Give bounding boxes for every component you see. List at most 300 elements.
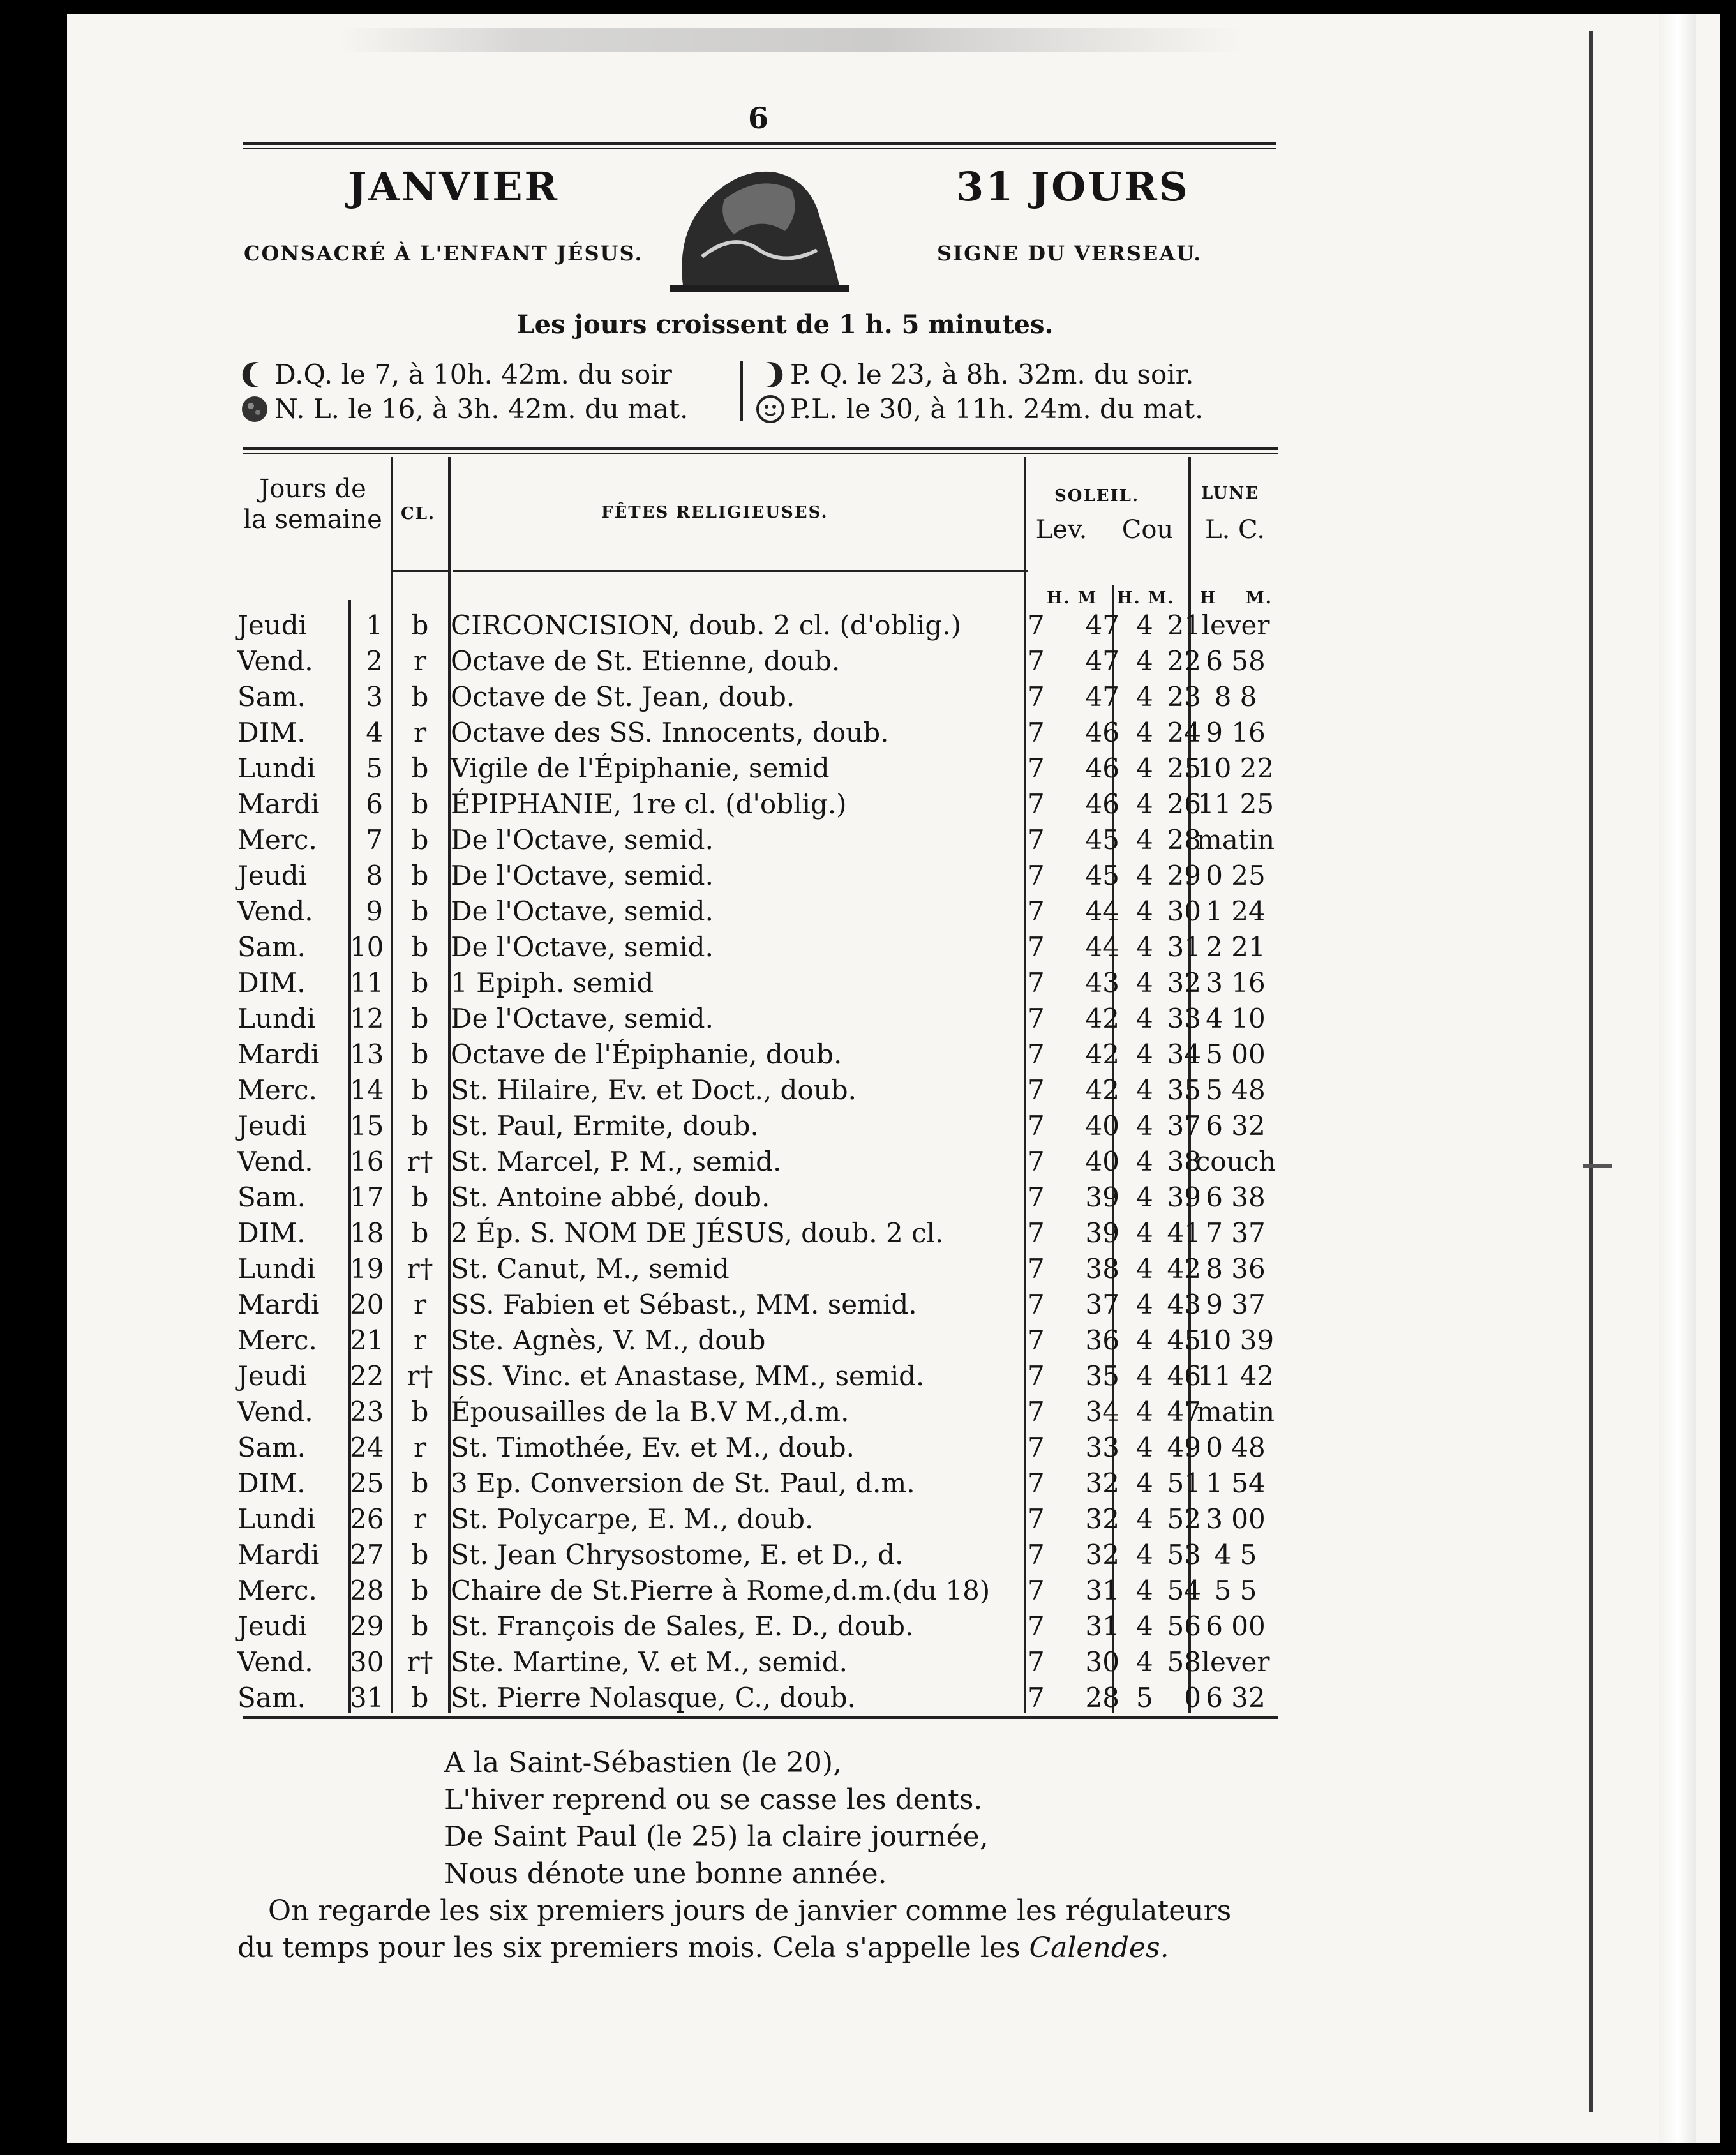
sunset-hour: 4 (1136, 1396, 1153, 1427)
sunset-hour: 4 (1136, 717, 1153, 748)
day-number: 30 (350, 1646, 384, 1678)
weekday: Lundi (237, 1503, 316, 1535)
sunset-minute: 54 (1167, 1575, 1201, 1606)
day-number: 26 (350, 1503, 384, 1535)
day-number: 9 (366, 896, 383, 927)
sunrise-minute: 46 (1085, 717, 1119, 748)
liturgical-color: b (411, 1575, 429, 1606)
moon-time: 3 16 (1206, 967, 1266, 998)
day-number: 10 (350, 931, 384, 963)
calendar-row (0, 1609, 1736, 1644)
weekday: Sam. (237, 1182, 306, 1213)
phase-full-moon (756, 393, 1203, 424)
sunset-hour: 4 (1136, 967, 1153, 998)
calendar-row (0, 1072, 1736, 1108)
full-moon-icon (756, 394, 785, 424)
month-title: JANVIER (348, 163, 559, 210)
aquarius-vignette-icon (664, 154, 855, 295)
day-number: 3 (366, 681, 383, 712)
header-fetes: FÊTES RELIGIEUSES. (601, 503, 828, 522)
feast-name: St. Antoine abbé, doub. (451, 1182, 770, 1213)
feast-name: St. Polycarpe, E. M., doub. (451, 1503, 814, 1535)
day-number: 29 (350, 1611, 384, 1642)
table-top-rule-thin (243, 453, 1278, 454)
feast-name: St. Timothée, Ev. et M., doub. (451, 1432, 855, 1463)
sunset-hour: 4 (1136, 1217, 1153, 1249)
moon-time: 4 5 (1214, 1539, 1257, 1570)
moon-time: 7 37 (1206, 1217, 1266, 1249)
weekday: Vend. (237, 645, 313, 677)
sunrise-hour: 7 (1028, 1503, 1045, 1535)
sunset-hour: 4 (1136, 1074, 1153, 1106)
sunrise-minute: 47 (1085, 681, 1119, 712)
feast-name: 2 Ép. S. NOM DE JÉSUS, doub. 2 cl. (451, 1217, 944, 1249)
phase-full-moon-text: P.L. le 30, à 11h. 24m. du mat. (790, 393, 1204, 424)
sunrise-hour: 7 (1028, 1182, 1045, 1213)
liturgical-color: b (411, 610, 429, 641)
calendar-row (0, 608, 1736, 643)
top-rule-thin (243, 148, 1276, 149)
feast-name: SS. Fabien et Sébast., MM. semid. (451, 1289, 917, 1320)
last-quarter-moon-icon (240, 360, 269, 389)
feast-name: Octave de St. Etienne, doub. (451, 645, 841, 677)
feast-name: Octave des SS. Innocents, doub. (451, 717, 889, 748)
liturgical-color: r† (407, 1146, 433, 1177)
day-number: 16 (350, 1146, 384, 1177)
sunset-minute: 26 (1167, 788, 1201, 820)
feast-name: St. Marcel, P. M., semid. (451, 1146, 782, 1177)
feast-name: Octave de St. Jean, doub. (451, 681, 795, 712)
fetes-header-rule (453, 570, 1028, 572)
feast-name: SS. Vinc. et Anastase, MM., semid. (451, 1360, 925, 1392)
sunset-minute: 34 (1167, 1039, 1201, 1070)
liturgical-color: b (411, 1182, 429, 1213)
phase-last-quarter (240, 359, 672, 390)
calendar-row (0, 1144, 1736, 1180)
calendar-row (0, 1537, 1736, 1573)
zodiac-sign: SIGNE DU VERSEAU. (937, 241, 1202, 266)
day-number: 6 (366, 788, 383, 820)
sunset-hour: 4 (1136, 1611, 1153, 1642)
feast-name: De l'Octave, semid. (451, 931, 714, 963)
weekday: DIM. (237, 717, 306, 748)
sunset-hour: 4 (1136, 1146, 1153, 1177)
sunrise-hour: 7 (1028, 610, 1045, 641)
day-number: 21 (350, 1325, 384, 1356)
liturgical-color: b (411, 1468, 429, 1499)
sunset-hour: 4 (1136, 1003, 1153, 1034)
calendar-row (0, 1180, 1736, 1215)
moon-time: 6 00 (1206, 1611, 1266, 1642)
sunrise-hour: 7 (1028, 1039, 1045, 1070)
sunrise-minute: 46 (1085, 753, 1119, 784)
verse-line-2: L'hiver reprend ou se casse les dents. (444, 1783, 983, 1816)
sunset-minute: 39 (1167, 1182, 1201, 1213)
day-number: 24 (350, 1432, 384, 1463)
feast-name: De l'Octave, semid. (451, 824, 714, 855)
sunset-hour: 4 (1136, 681, 1153, 712)
liturgical-color: b (411, 1110, 429, 1141)
sunset-minute: 49 (1167, 1432, 1201, 1463)
sub-sunset-hm: H. M. (1117, 589, 1175, 608)
calendar-row (0, 1323, 1736, 1358)
calendar-row (0, 965, 1736, 1001)
day-number: 19 (350, 1253, 384, 1284)
day-number: 2 (366, 645, 383, 677)
sunrise-hour: 7 (1028, 1289, 1045, 1320)
liturgical-color: r† (407, 1646, 433, 1678)
feast-name: De l'Octave, semid. (451, 1003, 714, 1034)
sunset-minute: 35 (1167, 1074, 1201, 1106)
feast-name: Épousailles de la B.V M.,d.m. (451, 1396, 849, 1427)
sunrise-minute: 31 (1085, 1575, 1119, 1606)
moon-time: 5 48 (1206, 1074, 1266, 1106)
sunset-minute: 28 (1167, 824, 1201, 855)
moon-time: 1 54 (1206, 1468, 1266, 1499)
moon-time: 0 25 (1206, 860, 1266, 891)
sunset-minute: 52 (1167, 1503, 1201, 1535)
feast-name: Chaire de St.Pierre à Rome,d.m.(du 18) (451, 1575, 991, 1606)
day-number: 28 (350, 1575, 384, 1606)
moon-time: lever (1201, 610, 1270, 641)
day-number: 14 (350, 1074, 384, 1106)
sunrise-minute: 42 (1085, 1039, 1119, 1070)
sunrise-minute: 31 (1085, 1611, 1119, 1642)
weekday: Sam. (237, 681, 306, 712)
liturgical-color: b (411, 1396, 429, 1427)
sunrise-minute: 39 (1085, 1182, 1119, 1213)
feast-name: ÉPIPHANIE, 1re cl. (d'oblig.) (451, 788, 847, 820)
moon-time: matin (1196, 1396, 1275, 1427)
day-number: 31 (350, 1682, 384, 1713)
weekday: Jeudi (237, 860, 308, 891)
sunset-minute: 21 (1167, 610, 1201, 641)
dedication: CONSACRÉ À L'ENFANT JÉSUS. (244, 241, 643, 266)
feast-name: St. Pierre Nolasque, C., doub. (451, 1682, 856, 1713)
sunrise-minute: 44 (1085, 931, 1119, 963)
sunrise-minute: 47 (1085, 645, 1119, 677)
sunrise-hour: 7 (1028, 1325, 1045, 1356)
feast-name: Octave de l'Épiphanie, doub. (451, 1039, 842, 1070)
days-count: 31 JOURS (956, 163, 1190, 210)
header-lune: LUNE (1201, 484, 1260, 503)
liturgical-color: b (411, 824, 429, 855)
moon-time: 6 32 (1206, 1110, 1266, 1141)
sunrise-minute: 35 (1085, 1360, 1119, 1392)
liturgical-color: r (413, 1325, 427, 1356)
sunrise-minute: 34 (1085, 1396, 1119, 1427)
feast-name: St. Hilaire, Ev. et Doct., doub. (451, 1074, 857, 1106)
sunrise-hour: 7 (1028, 717, 1045, 748)
weekday: Mardi (237, 788, 320, 820)
feast-name: St. Canut, M., semid (451, 1253, 730, 1284)
header-class: CL. (401, 504, 436, 523)
day-number: 8 (366, 860, 383, 891)
moon-time: lever (1201, 1646, 1270, 1678)
day-number: 13 (350, 1039, 384, 1070)
liturgical-color: b (411, 1682, 429, 1713)
day-number: 7 (366, 824, 383, 855)
sunrise-hour: 7 (1028, 1611, 1045, 1642)
sunrise-hour: 7 (1028, 896, 1045, 927)
sunrise-hour: 7 (1028, 788, 1045, 820)
sunrise-hour: 7 (1028, 1539, 1045, 1570)
sunset-hour: 4 (1136, 1325, 1153, 1356)
sunset-hour: 4 (1136, 1539, 1153, 1570)
calendar-row (0, 1108, 1736, 1144)
sunrise-minute: 45 (1085, 824, 1119, 855)
sunset-minute: 24 (1167, 717, 1201, 748)
feast-name: St. Paul, Ermite, doub. (451, 1110, 759, 1141)
sunrise-hour: 7 (1028, 860, 1045, 891)
moon-time: 11 25 (1197, 788, 1275, 820)
sunset-minute: 42 (1167, 1253, 1201, 1284)
day-length-note: Les jours croissent de 1 h. 5 minutes. (516, 310, 1054, 340)
sunrise-minute: 44 (1085, 896, 1119, 927)
moon-time: 9 16 (1206, 717, 1266, 748)
sunset-minute: 31 (1167, 931, 1201, 963)
liturgical-color: r (413, 1503, 427, 1535)
liturgical-color: b (411, 1217, 429, 1249)
header-soleil-lev: Lev. (1035, 515, 1088, 544)
phase-first-quarter-text: P. Q. le 23, à 8h. 32m. du soir. (790, 359, 1194, 390)
sunrise-hour: 7 (1028, 824, 1045, 855)
day-number: 17 (350, 1182, 384, 1213)
sunset-minute: 37 (1167, 1110, 1201, 1141)
sunset-minute: 23 (1167, 681, 1201, 712)
feast-name: CIRCONCISION, doub. 2 cl. (d'oblig.) (451, 610, 961, 641)
header-lune-lc: L. C. (1205, 515, 1265, 544)
sunrise-hour: 7 (1028, 1217, 1045, 1249)
day-number: 11 (350, 967, 384, 998)
calendar-row (0, 1680, 1736, 1716)
moon-time: 3 00 (1206, 1503, 1266, 1535)
sunset-minute: 45 (1167, 1325, 1201, 1356)
sunrise-minute: 32 (1085, 1468, 1119, 1499)
liturgical-color: b (411, 860, 429, 891)
liturgical-color: b (411, 931, 429, 963)
calendar-row (0, 1358, 1736, 1394)
moon-time: 8 36 (1206, 1253, 1266, 1284)
day-number: 20 (350, 1289, 384, 1320)
sunset-hour: 4 (1136, 1503, 1153, 1535)
weekday: Mardi (237, 1539, 320, 1570)
day-number: 5 (366, 753, 383, 784)
liturgical-color: b (411, 1003, 429, 1034)
phase-new-moon-text: N. L. le 16, à 3h. 42m. du mat. (274, 393, 689, 424)
weekday: Vend. (237, 896, 313, 927)
weekday: Vend. (237, 1646, 313, 1678)
sunset-hour: 4 (1136, 753, 1153, 784)
weekday: Lundi (237, 1253, 316, 1284)
sunset-hour: 5 (1136, 1682, 1153, 1713)
liturgical-color: b (411, 1611, 429, 1642)
sunset-minute: 22 (1167, 645, 1201, 677)
calendar-row (0, 786, 1736, 822)
sunrise-minute: 40 (1085, 1146, 1119, 1177)
sunset-hour: 4 (1136, 1182, 1153, 1213)
sunrise-hour: 7 (1028, 1682, 1045, 1713)
moon-time: 6 58 (1206, 645, 1266, 677)
proverb-line-2-text: du temps pour les six premiers mois. Cela s'appelle les (237, 1932, 1029, 1964)
sunrise-hour: 7 (1028, 753, 1045, 784)
sunset-minute: 47 (1167, 1396, 1201, 1427)
calendar-row (0, 1287, 1736, 1323)
feast-name: St. François de Sales, E. D., doub. (451, 1611, 914, 1642)
weekday: Sam. (237, 1432, 306, 1463)
moon-time: 1 24 (1206, 896, 1266, 927)
calendar-row (0, 1430, 1736, 1466)
sunrise-hour: 7 (1028, 1432, 1045, 1463)
calendar-row (0, 1466, 1736, 1501)
moon-time: 2 21 (1206, 931, 1266, 963)
weekday: Sam. (237, 1682, 306, 1713)
weekday: Merc. (237, 1325, 317, 1356)
sunset-hour: 4 (1136, 1253, 1153, 1284)
sunrise-hour: 7 (1028, 931, 1045, 963)
phase-separator (740, 361, 743, 421)
sunset-hour: 4 (1136, 1575, 1153, 1606)
liturgical-color: b (411, 788, 429, 820)
day-number: 22 (350, 1360, 384, 1392)
proverb-line-1: On regarde les six premiers jours de janvier comme les régulateurs (268, 1895, 1232, 1927)
new-moon-icon (240, 394, 269, 424)
sunset-hour: 4 (1136, 860, 1153, 891)
top-rule (243, 142, 1276, 145)
calendar-row (0, 1501, 1736, 1537)
sunrise-hour: 7 (1028, 1575, 1045, 1606)
feast-name: Vigile de l'Épiphanie, semid (451, 753, 830, 784)
day-number: 12 (350, 1003, 384, 1034)
sub-moon-m: M. (1246, 589, 1273, 608)
sunrise-minute: 42 (1085, 1003, 1119, 1034)
sunrise-hour: 7 (1028, 681, 1045, 712)
weekday: Mardi (237, 1289, 320, 1320)
sunrise-hour: 7 (1028, 1253, 1045, 1284)
moon-time: 4 10 (1206, 1003, 1266, 1034)
feast-name: Ste. Agnès, V. M., doub (451, 1325, 766, 1356)
calendar-row (0, 643, 1736, 679)
table-bottom-rule (243, 1716, 1278, 1719)
sunrise-minute: 37 (1085, 1289, 1119, 1320)
sunset-minute: 46 (1167, 1360, 1201, 1392)
moon-time: 5 00 (1206, 1039, 1266, 1070)
sunrise-minute: 36 (1085, 1325, 1119, 1356)
sunset-minute: 0 (1184, 1682, 1201, 1713)
header-days-2: la semaine (243, 505, 382, 534)
feast-name: Ste. Martine, V. et M., semid. (451, 1646, 848, 1678)
header-days-1: Jours de (259, 474, 366, 504)
feast-name: De l'Octave, semid. (451, 896, 714, 927)
sunrise-hour: 7 (1028, 1074, 1045, 1106)
sunset-hour: 4 (1136, 824, 1153, 855)
liturgical-color: r† (407, 1360, 433, 1392)
weekday: Sam. (237, 931, 306, 963)
calendar-row (0, 822, 1736, 858)
liturgical-color: b (411, 753, 429, 784)
calendar-row (0, 894, 1736, 929)
verse-line-3: De Saint Paul (le 25) la claire journée, (444, 1821, 989, 1853)
sunrise-minute: 32 (1085, 1539, 1119, 1570)
calendar-row (0, 1215, 1736, 1251)
header-soleil-cou: Cou (1121, 515, 1174, 544)
weekday: Jeudi (237, 1611, 308, 1642)
moon-time: 10 39 (1197, 1325, 1275, 1356)
sunset-minute: 32 (1167, 967, 1201, 998)
moon-time: 0 48 (1206, 1432, 1266, 1463)
sunrise-hour: 7 (1028, 1396, 1045, 1427)
calendar-row (0, 715, 1736, 751)
sub-sunrise-hm: H. M (1047, 589, 1098, 608)
weekday: DIM. (237, 1217, 306, 1249)
phase-first-quarter (756, 359, 1194, 390)
weekday: Jeudi (237, 610, 308, 641)
sunset-hour: 4 (1136, 645, 1153, 677)
sunrise-minute: 38 (1085, 1253, 1119, 1284)
weekday: Mardi (237, 1039, 320, 1070)
weekday: Lundi (237, 1003, 316, 1034)
liturgical-color: b (411, 1539, 429, 1570)
calendar-row (0, 751, 1736, 786)
liturgical-color: r (413, 1289, 427, 1320)
calendar-row (0, 1037, 1736, 1072)
sunrise-hour: 7 (1028, 1146, 1045, 1177)
moon-time: couch (1195, 1146, 1276, 1177)
sunrise-hour: 7 (1028, 1003, 1045, 1034)
weekday: Jeudi (237, 1110, 308, 1141)
day-number: 15 (350, 1110, 384, 1141)
moon-time: 6 32 (1206, 1682, 1266, 1713)
sunset-hour: 4 (1136, 896, 1153, 927)
day-number: 27 (350, 1539, 384, 1570)
sunrise-minute: 39 (1085, 1217, 1119, 1249)
sunrise-minute: 28 (1085, 1682, 1119, 1713)
calendar-row (0, 679, 1736, 715)
weekday: Vend. (237, 1396, 313, 1427)
calendar-row (0, 858, 1736, 894)
sunset-hour: 4 (1136, 1646, 1153, 1678)
proverb-line-2 (237, 1932, 1169, 1964)
liturgical-color: r (413, 1432, 427, 1463)
sunset-hour: 4 (1136, 931, 1153, 963)
sunset-minute: 38 (1167, 1146, 1201, 1177)
phase-new-moon (240, 393, 688, 424)
liturgical-color: b (411, 1039, 429, 1070)
sunrise-minute: 40 (1085, 1110, 1119, 1141)
sunrise-hour: 7 (1028, 1360, 1045, 1392)
moon-time: 10 22 (1197, 753, 1275, 784)
moon-time: matin (1196, 824, 1275, 855)
day-number: 4 (366, 717, 383, 748)
moon-time: 6 38 (1206, 1182, 1266, 1213)
sunset-minute: 30 (1167, 896, 1201, 927)
sunset-hour: 4 (1136, 1360, 1153, 1392)
sunset-minute: 33 (1167, 1003, 1201, 1034)
feast-name: St. Jean Chrysostome, E. et D., d. (451, 1539, 904, 1570)
feast-name: 1 Epiph. semid (451, 967, 654, 998)
feast-name: 3 Ep. Conversion de St. Paul, d.m. (451, 1468, 915, 1499)
sunrise-minute: 30 (1085, 1646, 1119, 1678)
day-number: 1 (366, 610, 383, 641)
sunset-hour: 4 (1136, 1432, 1153, 1463)
sunset-hour: 4 (1136, 1110, 1153, 1141)
sub-moon-h: H (1200, 589, 1217, 608)
calendar-row (0, 1394, 1736, 1430)
liturgical-color: b (411, 967, 429, 998)
sunrise-minute: 43 (1085, 967, 1119, 998)
calendar-row (0, 1644, 1736, 1680)
weekday: DIM. (237, 1468, 306, 1499)
